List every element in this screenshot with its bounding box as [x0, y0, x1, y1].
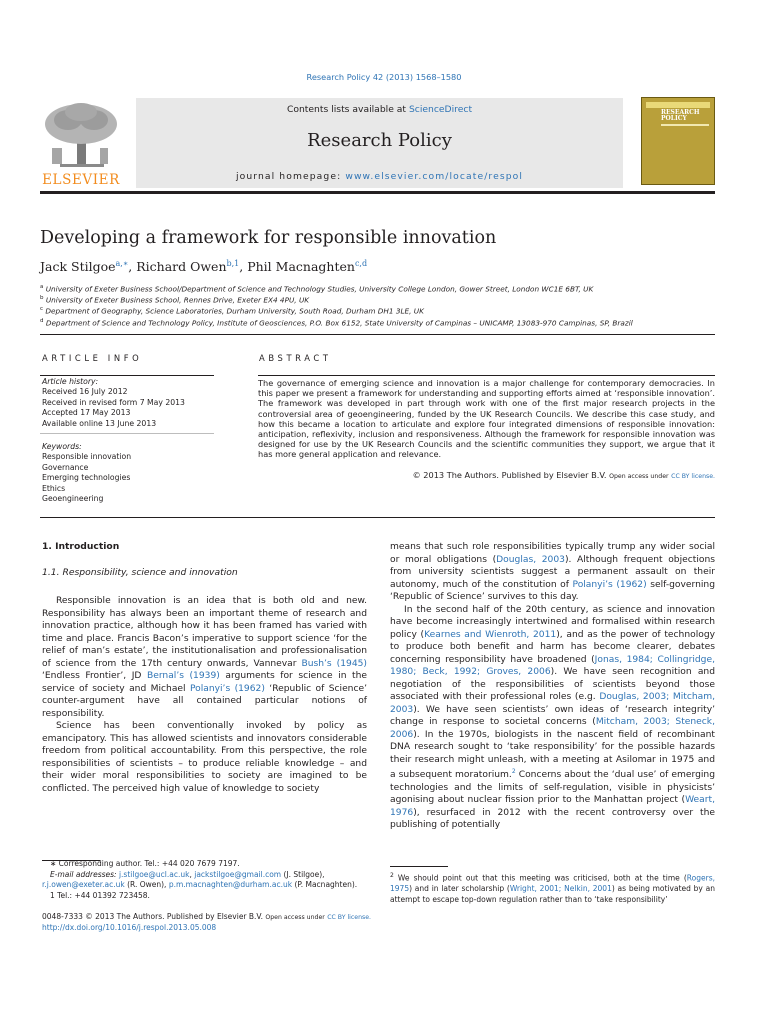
- keyword-item: Emerging technologies: [42, 473, 131, 483]
- homepage-link[interactable]: www.elsevier.com/locate/respol: [345, 171, 524, 182]
- open-access-label: Open access under: [265, 914, 325, 921]
- citation-link[interactable]: Jonas, 1984; Collingridge, 1980; Beck, 1992; Groves, 2006: [390, 654, 715, 677]
- email-separator: (R. Owen),: [124, 880, 169, 889]
- citation-link[interactable]: Mitcham, 2003; Steneck, 2006: [390, 717, 715, 740]
- body-column-right: [390, 541, 715, 832]
- email-separator: ,: [189, 869, 195, 879]
- issn-line: [42, 912, 371, 923]
- affiliation-item: [40, 317, 633, 328]
- cover-top-band: [646, 102, 710, 108]
- header-rule: [40, 191, 715, 194]
- author-name[interactable]: Phil Macnaghten: [247, 259, 355, 275]
- affiliation-item: [40, 305, 633, 316]
- keyword-item: Responsible innovation: [42, 452, 132, 462]
- email-addresses-note: [42, 870, 367, 891]
- author-name[interactable]: Richard Owen: [136, 259, 227, 275]
- history-item: Available online 13 June 2013: [42, 418, 157, 428]
- body-paragraph: [42, 595, 367, 720]
- keyword-item: Geoengineering: [42, 494, 104, 504]
- article-info-rule: [40, 375, 214, 376]
- copyright-text: © 2013 The Authors. Published by Elsevier B.V.: [412, 470, 607, 480]
- tree-icon: [40, 100, 122, 172]
- text-run: We should point out that this meeting was criticised, both at the time (: [393, 873, 687, 883]
- history-item: Accepted 17 May 2013: [42, 408, 131, 418]
- affiliation-text: Department of Science and Technology Policy, Institute of Geosciences, P.O. Box 6152, State University of Campinas – UNICAMP, 13083-970 Campinas, SP, Brazil: [45, 318, 633, 328]
- journal-citation[interactable]: Research Policy 42 (2013) 1568–1580: [306, 72, 462, 82]
- footnote-2: [390, 871, 715, 905]
- email-link[interactable]: j.stilgoe@ucl.ac.uk: [118, 869, 190, 879]
- citation-link[interactable]: Polanyi’s (1962): [189, 683, 265, 694]
- body-paragraph: [390, 604, 715, 832]
- cover-subtitle-bar: [661, 124, 709, 126]
- text-run: ) and in later scholarship (: [409, 884, 510, 893]
- email-separator: (J. Stilgoe),: [281, 869, 325, 879]
- keyword-item: Governance: [42, 462, 89, 472]
- elsevier-wordmark: ELSEVIER: [42, 172, 120, 188]
- citation-link[interactable]: Douglas, 2003; Mitcham, 2003: [390, 692, 716, 715]
- corresponding-author-note: ∗ Corresponding author. Tel.: +44 020 7679 7197.: [50, 859, 240, 868]
- body-column-left: [42, 541, 367, 795]
- citation-link[interactable]: Bush’s (1945): [301, 658, 367, 669]
- page-footer: [42, 912, 371, 934]
- journal-cover-thumbnail[interactable]: [641, 97, 715, 185]
- citation-link[interactable]: Rogers, 1975: [390, 873, 715, 893]
- affiliation-marker: d: [40, 317, 44, 324]
- text-run: ‘Republic of Science’ counter-argument have all contained particular notions of responsibility.: [42, 683, 367, 719]
- affiliation-text: University of Exeter Business School/Department of Science and Technology Studies, University College London, Gower Street, London WC1E 6BT, UK: [45, 284, 594, 294]
- author-affiliation-marker[interactable]: b,1: [226, 259, 240, 268]
- history-item: Received in revised form 7 May 2013: [42, 397, 185, 407]
- article-title: Developing a framework for responsible innovation: [40, 228, 497, 248]
- history-item: Received 16 July 2012: [42, 387, 128, 397]
- text-run: Responsible innovation is an idea that is both old and new. Responsibility has always been an important theme of research and innovation practice, although how it has been framed has varied with time and place. Francis Bacon’s imperative to support science ‘for the relief of man’s estate’, the institutionalisation and professionalisation of science from the 17th century onwards, Vannevar: [42, 596, 367, 669]
- footnotes-left: [42, 859, 367, 901]
- abstract-heading: ABSTRACT: [259, 353, 332, 363]
- email-label: E-mail addresses:: [50, 869, 117, 879]
- homepage-line: [136, 171, 623, 182]
- article-info-heading: ARTICLE INFO: [42, 353, 143, 363]
- cc-by-license-link[interactable]: CC BY license.: [671, 473, 715, 480]
- email-link[interactable]: r.j.owen@exeter.ac.uk: [42, 880, 125, 889]
- citation-link[interactable]: Kearnes and Wienroth, 2011: [424, 629, 557, 640]
- footnote-marker-link[interactable]: 2: [511, 768, 516, 775]
- history-label: Article history:: [42, 377, 99, 386]
- cover-title: [661, 110, 700, 122]
- article-history: [42, 377, 185, 429]
- title-block-rule: [40, 334, 715, 335]
- footnote-marker: 2: [390, 872, 394, 879]
- affiliation-text: University of Exeter Business School, Rennes Drive, Exeter EX4 4PU, UK: [45, 295, 310, 305]
- text-run: ). We have seen recognition and negotiation of the responsibilities of scientists beyond those associated with their professional roles (e.g.: [390, 667, 715, 702]
- homepage-prefix: journal homepage:: [235, 171, 346, 182]
- journal-name: Research Policy: [307, 130, 452, 151]
- citation-link[interactable]: Weart, 1976: [390, 795, 715, 818]
- text-run: means that such role responsibilities typically trump any wider social or moral obligations (: [390, 542, 715, 565]
- text-run: Concerns about the ‘dual use’ of emerging technologies and the limits of self-regulation, visible in physicists’ agonising about nuclear fission prior to the Manhattan project (: [390, 770, 716, 806]
- text-run: ‘Endless Frontier’, JD: [42, 671, 147, 681]
- citation-link[interactable]: Polanyi’s (1962): [572, 579, 647, 590]
- text-run: In the second half of the 20th century, as science and innovation have become increasingly intertwined and formalised within research policy (: [390, 604, 715, 640]
- keyword-item: Ethics: [42, 483, 66, 493]
- subsection-heading: 1.1. Responsibility, science and innovation: [42, 566, 238, 578]
- abstract-bottom-rule: [40, 517, 715, 518]
- author-name[interactable]: Jack Stilgoe: [40, 259, 116, 275]
- cc-by-license-link[interactable]: CC BY license.: [327, 914, 372, 921]
- cover-title-line1: RESEARCH: [661, 109, 700, 116]
- affiliation-item: [40, 294, 633, 305]
- text-run: ). We have seen scientists’ own ideas of ‘research integrity’ change in response to societal concerns (: [390, 704, 715, 727]
- doi-link[interactable]: http://dx.doi.org/10.1016/j.respol.2013.05.008: [42, 923, 217, 933]
- author-list: Jack Stilgoe$^{a,∗}$, Richard Owen$^{b,1}$, Phil Macnaghten$^{c,d}$: [40, 259, 368, 275]
- keywords-rule: [40, 433, 214, 434]
- citation-link[interactable]: Douglas, 2003: [496, 554, 565, 565]
- keywords-block: [42, 442, 131, 504]
- contents-line: [136, 104, 623, 115]
- body-paragraph: Science has been conventionally invoked by policy as emancipatory. This has allowed scientists and innovators considerable freedom from political accountability. From this perspective, the role responsibilities of scientists – to produce reliable knowledge – and their wider moral responsibilities to society are imagined to be conflicted. The perceived high value of knowledge to society: [42, 721, 367, 794]
- cover-title-line2: POLICY: [661, 115, 687, 122]
- text-run: ). Although frequent objections from university scientists suggest a permanent assault on their autonomy, much of the constitution of: [390, 554, 715, 590]
- text-run: ), and as the power of technology to produce both benefit and harm has become clearer, debates concerning responsibility have broadened (: [390, 629, 716, 665]
- text-run: ). In the 1970s, biologists in the nascent field of recombinant DNA research sought to ‘take responsibility’ for the possible hazards their research might unleash, with a meeting at Asilomar in 1975 and a subsequent moratorium.: [390, 729, 715, 781]
- text-run: ) as being motivated by an attempt to escape top-down regulation rather than to ‘take responsibility’: [390, 884, 716, 904]
- text-run: arguments for science in the service of society and Michael: [42, 671, 367, 694]
- affiliation-marker: b: [40, 295, 44, 302]
- abstract-text: The governance of emerging science and innovation is a major challenge for contemporary democracies. In this paper we present a framework for understanding and supporting efforts aimed at ‘responsible innovation’. The framework was developed in part through work with one of the first major research projects in the controversial area of geoengineering, funded by the UK Research Councils. We describe this case study, and how this became a location to articulate and explore four integrated dimensions of responsible innovation: anticipation, reflexivity, inclusion and responsiveness. Although the framework for responsible innovation was designed for use by the UK Research Councils and the scientific communities they support, we argue that it has more general application and relevance.: [258, 378, 715, 460]
- citation-link[interactable]: Bernal’s (1939): [146, 671, 220, 681]
- telephone-note: 1 Tel.: +44 01392 723458.: [50, 890, 150, 900]
- affiliation-list: [40, 283, 633, 328]
- abstract-copyright: [258, 470, 715, 480]
- section-heading: 1. Introduction: [42, 541, 120, 552]
- email-link[interactable]: jackstilgoe@gmail.com: [194, 869, 282, 879]
- citation-link[interactable]: Wright, 2001; Nelkin, 2001: [509, 884, 612, 893]
- email-link[interactable]: p.m.macnaghten@durham.ac.uk: [168, 880, 293, 889]
- affiliation-marker: c: [40, 306, 44, 313]
- issn-text: 0048-7333 © 2013 The Authors. Published by Elsevier B.V.: [42, 912, 263, 921]
- affiliation-marker: a: [40, 284, 44, 290]
- keywords-label: Keywords:: [42, 442, 82, 451]
- open-access-label: Open access under: [609, 473, 669, 480]
- footnote-rule: [390, 866, 448, 867]
- text-run: self-governing ‘Republic of Science’ survives to this day.: [390, 579, 716, 602]
- author-affiliation-marker[interactable]: c,d: [354, 259, 368, 268]
- body-paragraph: [390, 541, 715, 604]
- author-affiliation-marker[interactable]: a,∗: [115, 259, 129, 268]
- sciencedirect-link[interactable]: ScienceDirect: [408, 104, 473, 115]
- email-separator: (P. Macnaghten).: [292, 880, 358, 889]
- affiliation-text: Department of Geography, Science Laboratories, Durham University, South Road, Durham DH1 3LE, UK: [45, 306, 424, 316]
- affiliation-item: [40, 283, 633, 294]
- contents-prefix: Contents lists available at: [286, 104, 409, 115]
- text-run: ), resurfaced in 2012 with the recent controversy over the publishing of potentially: [390, 807, 715, 831]
- abstract-rule: [258, 375, 715, 376]
